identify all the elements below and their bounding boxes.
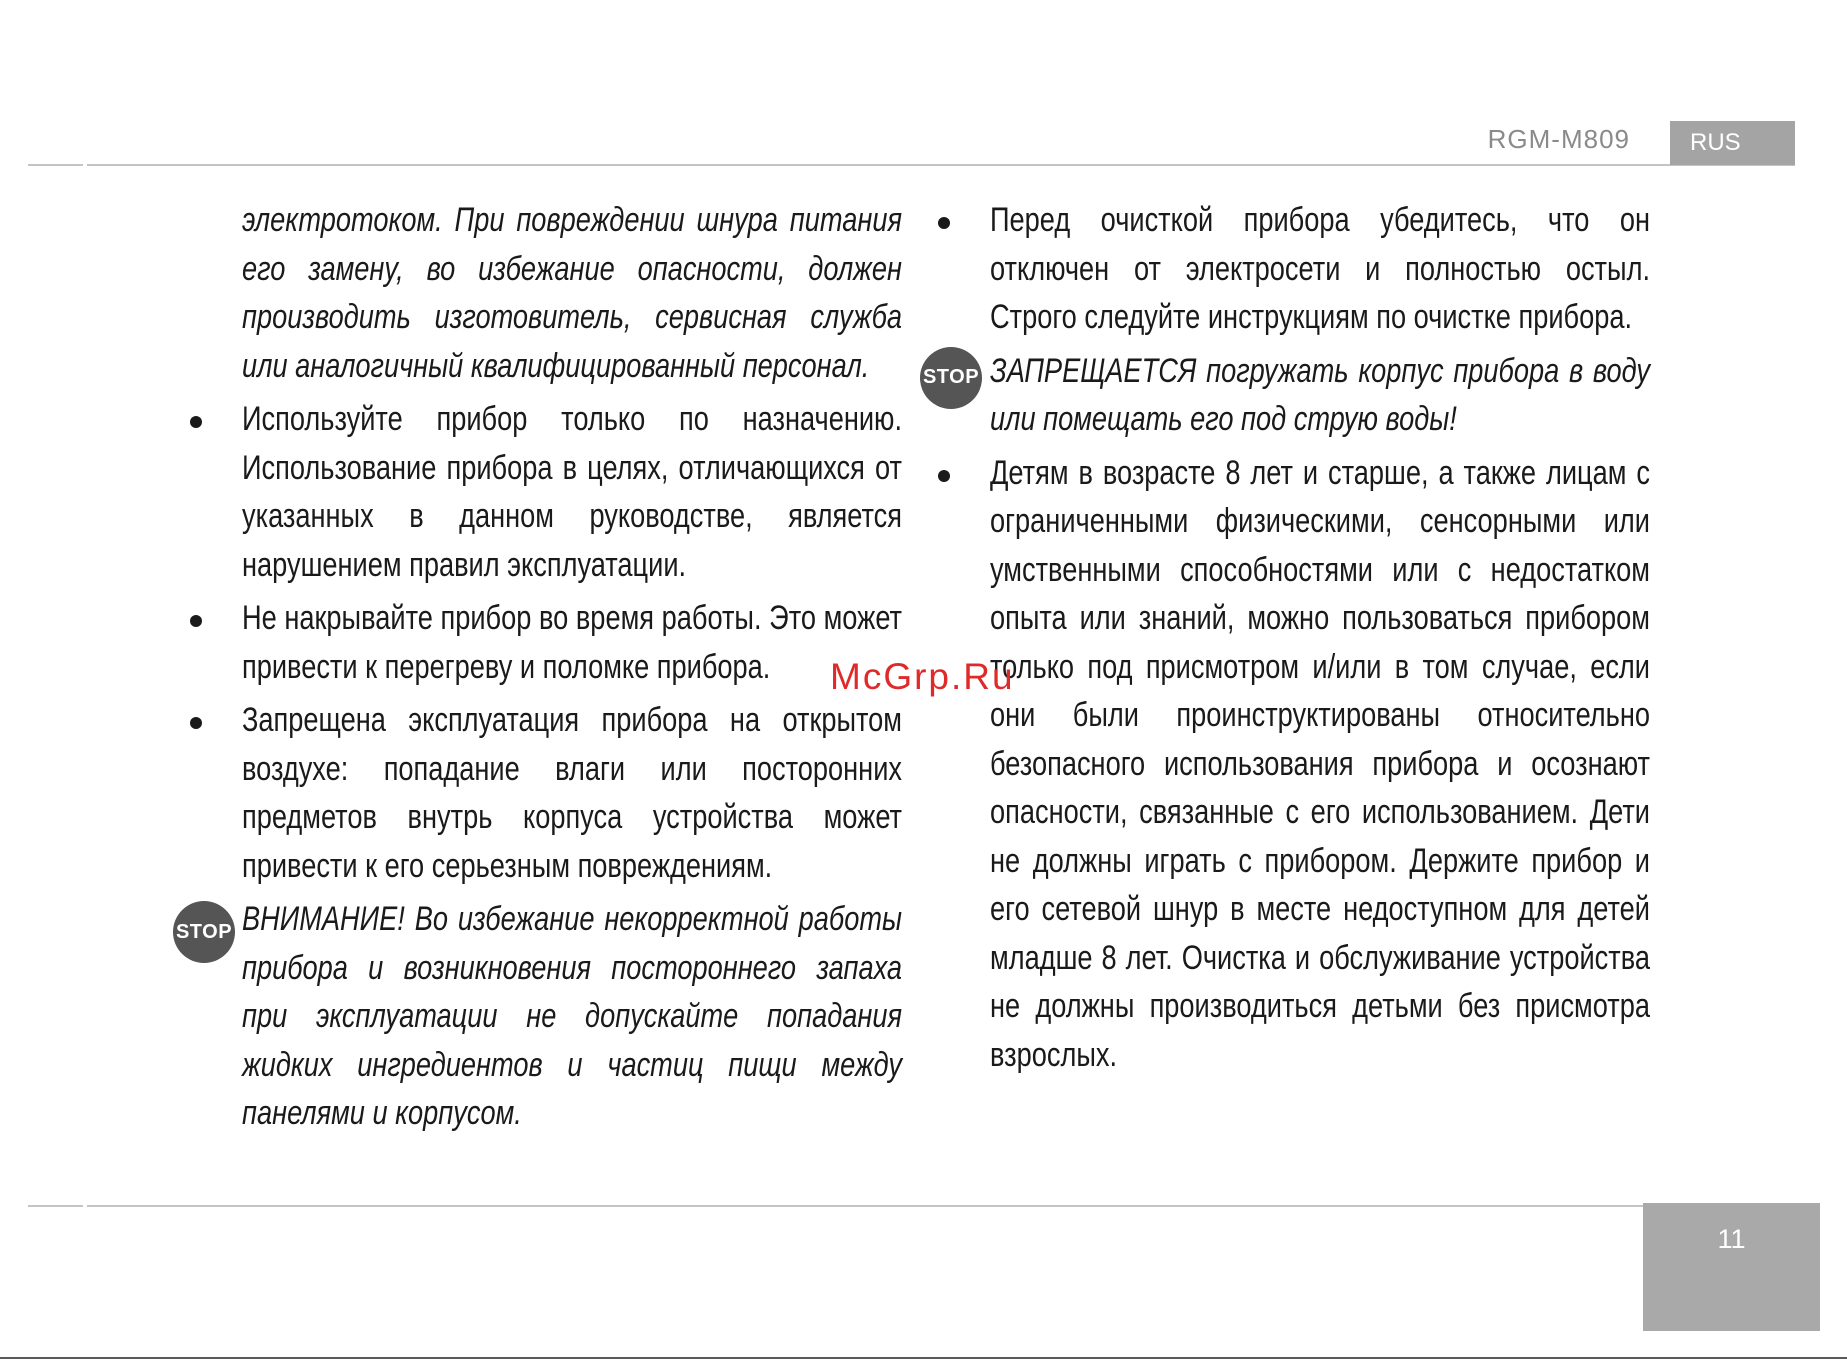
stop-icon: STOP — [173, 901, 235, 963]
stop-icon: STOP — [920, 347, 982, 409]
left-column — [175, 196, 902, 1143]
cleaning-bullet: Перед очисткой прибора убедитесь, что он отключен от электросети и полностью остыл. Строго следуйте инструкциям по очистке прибора. — [990, 201, 1650, 336]
bullet-icon — [190, 615, 202, 627]
bottom-edge-rule — [0, 1357, 1847, 1359]
outdoor-bullet: Запрещена эксплуатация прибора на открытом воздухе: попадание влаги или посторонних предметов внутрь корпуса устройства может привести к его серьезным повреждениям. — [242, 701, 902, 885]
bullet-icon — [190, 416, 202, 428]
bullet-icon — [938, 470, 950, 482]
model-number: RGM-M809 — [1487, 124, 1630, 154]
bullet-icon — [938, 217, 950, 229]
children-bullet: Детям в возрасте 8 лет и старше, а также лицам с ограниченными физическими, сенсорными или умственными способностями или с недостатком опыта или знаний, можно пользоваться прибором только под присмотром и/или в том случае, если они были проинструктированы относительно безопасного использования прибора и осознают опасности, связанные с его использованием. Дети не должны играть с прибором. Держите прибор и его сетевой шнур в месте недоступном для детей младше 8 лет. Очистка и обслуживание устройства не должны производиться детьми без присмотра взрослых. — [990, 453, 1650, 1074]
cord-replacement-text: электротоком. При повреждении шнура питания его замену, во избежание опасности, должен производить изготовитель, сервисная служба или аналогичный квалифицированный персонал. — [242, 201, 902, 385]
list-item — [990, 196, 1650, 342]
list-item — [242, 594, 902, 691]
prohibition-text: ЗАПРЕЩАЕТСЯ погружать корпус прибора в воду или помещать его под струю воды! — [990, 351, 1650, 438]
header-rule — [87, 164, 1795, 166]
bullet-icon — [190, 717, 202, 729]
footer-rule — [87, 1205, 1643, 1207]
prohibition-block — [922, 347, 1650, 444]
list-item — [990, 449, 1650, 1080]
list-item — [242, 696, 902, 890]
header-rule-short — [28, 164, 83, 166]
page-number: 11 — [1643, 1203, 1820, 1331]
language-tab: RUS — [1670, 121, 1795, 165]
usage-bullet: Используйте прибор только по назначению. Использование прибора в целях, отличающихся от указанных в данном руководстве, является нарушением правил эксплуатации. — [242, 400, 902, 584]
warning-text: ВНИМАНИЕ! Во избежание некорректной работы прибора и возникновения постороннего запаха при эксплуатации не допускайте попадания жидких ингредиентов и частиц пищи между панелями и корпусом. — [242, 900, 902, 1132]
watermark: McGrp.Ru — [830, 656, 1015, 697]
cover-bullet: Не накрывайте прибор во время работы. Это может привести к перегреву и поломке прибора. — [242, 599, 902, 686]
list-item — [242, 395, 902, 589]
warning-block — [175, 895, 902, 1138]
footer-rule-short — [28, 1205, 83, 1207]
